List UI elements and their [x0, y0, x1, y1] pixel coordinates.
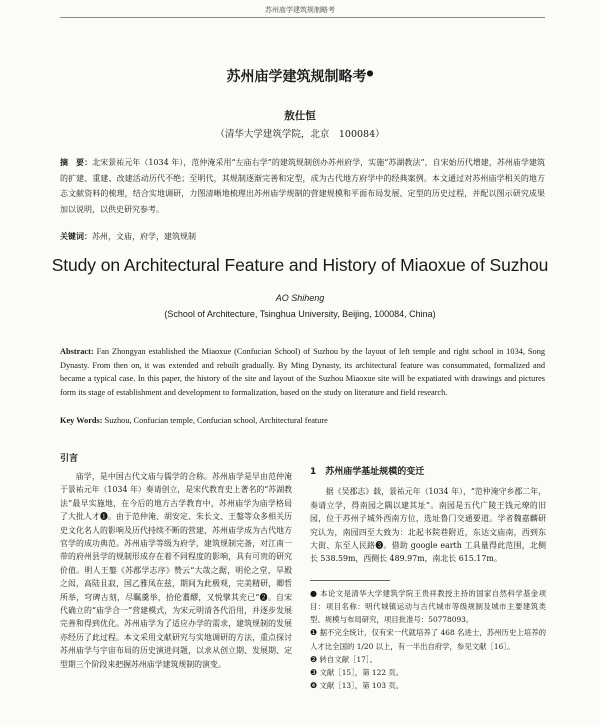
footnote-rule: [310, 580, 390, 581]
english-author: AO Shiheng: [275, 293, 325, 303]
chinese-title-text: 苏州庙学建筑规制略考: [226, 69, 367, 85]
chinese-keywords-text: 苏州，文庙，府学，建筑规制: [92, 232, 196, 241]
english-keywords-label: Key Words:: [60, 416, 103, 425]
intro-paragraph: 庙学，是中国古代文庙与儒学的合称。苏州庙学是早由范仲淹于景祐元年（1034 年）奏请创立，是宋代教育史上著名的“苏湖教法”最早实施地，在今后的地方古学教育中，苏州庙学为庙学格局了大批人才❶。由于范仲淹、胡安定、朱长文、王鏊等众多相关历史文化名人的影响及历代持续不断的营建，苏州庙学成为古代地方官学的成功典范。苏州庙学等级为府学，建筑规制完备，对江南一带的府州县学的规制形成存在着不同程度的影响，具有可贵的研究价值。明人王鏊《苏郡学志序》赞云“大哉之踞，明伦之堂，旱殿之闳，高陆且寂，国乙雅凤在兹，期间为此极观，完美精研，卿哲所举，穹碑古刻，尽瞩羹举，拾伦翥醪，又悦擘其充已”❷。自宋代确立的“庙学合一”营建模式，为宋元明清各代沿用，并逐步发展完善和得到优化。苏州庙学为了适应办学的需求，建筑规制的发展亦经历了此过程。本文采用文献研究与实地调研的方法，重点探讨苏州庙学与宇宙布局的历史演进问题，以求从创立期、发展期、定型期三个阶段来把握苏州庙学建筑规制的演变。: [60, 472, 292, 669]
footnote-text: 文献［15］，第 122 页。: [319, 668, 404, 678]
footnote-mark: ❹: [310, 681, 318, 691]
footnote-text: 据不完全统计，仅有宋一代就培养了 468 名进士，苏州历史上培养的人才比全国的 1/20 以上，有一半出自府学，参见文献［16］。: [310, 628, 546, 651]
chinese-title: [0, 66, 600, 86]
left-column: [60, 441, 292, 671]
footnote-item: [310, 626, 546, 652]
english-title: Study on Architectural Feature and History of Miaoxue of Suzhou: [51, 255, 549, 275]
chinese-keywords-label: 关键词：: [60, 232, 92, 241]
footnote-item: [310, 587, 546, 627]
title-footnote-mark: ●: [366, 68, 374, 78]
running-head: 苏州庙学建筑规制略考: [265, 6, 335, 14]
english-keywords-text: Suzhou, Confucian temple, Confucian school, Architectural feature: [104, 416, 328, 425]
footnote-mark: ❶: [310, 628, 318, 638]
section1-heading-spacer: [310, 441, 546, 454]
footnote-text: 本论文是清华大学建筑学院王贵祥教授主持的国家自然科学基金项目：项目名称：明代城镇运动与古代城市等级规制及城市主要建筑类型、规模与布局研究，项目批准号：50778093。: [310, 588, 546, 625]
english-abstract: [60, 345, 545, 399]
chinese-affiliation: （清华大学建筑学院，北京 100084）: [215, 129, 385, 140]
english-abstract-label: Abstract:: [60, 347, 94, 356]
footnote-text: 文献［13］，第 103 页。: [319, 681, 404, 691]
footnote-item: [310, 679, 546, 692]
chinese-keywords: [60, 231, 545, 242]
footnote-item: [310, 666, 546, 679]
footnote-item: [310, 653, 546, 666]
english-affiliation: (School of Architecture, Tsinghua University, Beijing, 100084, China): [164, 309, 436, 319]
chinese-author: 敖仕恒: [284, 110, 316, 122]
chinese-abstract: [60, 155, 545, 217]
intro-heading: 引言: [60, 454, 79, 464]
footnote-mark: ❸: [310, 668, 318, 678]
right-column: [310, 441, 546, 692]
chinese-abstract-text: 北宋景祐元年（1034 年），范仲淹采用“左庙右学”的建筑规制创办苏州府学，实施“苏湖教法”，自宋始历代增建，苏州庙学建筑的扩建、重建、改建活动历代不绝；至明代，其规制逐渐完善和定型，成为古代地方府学中的经典案例。本文通过对苏州庙学相关的地方志文献资料的梳理，结合实地调研，力图清晰地梳理出苏州庙学规制的营建规模和平面布局发展、定型的历史过程，并配以图示研究成果加以说明，以供史研究参考。: [60, 158, 545, 214]
chinese-abstract-label: 摘 要：: [60, 158, 93, 167]
header-rule: [60, 17, 545, 18]
english-keywords: [60, 416, 545, 425]
section1-heading: 1 苏州庙学基址规模的变迁: [310, 467, 425, 478]
footnote-mark: ●: [310, 588, 318, 598]
footnote-text: 转自文献［17］。: [319, 654, 377, 664]
section1-paragraph: 据《吴郡志》载，景祐元年（1034 年），“范仲淹守乡郡二年，奏请立学，得南园之隅以建其址”。南园是五代广陵王钱元璙的旧园，位于苏州子城外西南方位，选址鲁门交通要道。学者魏嘉麟研究认为，南园四至大致为：北起书院巷附近，东达文庙南，西到东大街、东至人民路❸。借助 google earth 工具量得此范围，北侧长 538.59m，西侧长 489.97m，南北长 615.17m。: [310, 487, 546, 564]
footnotes: [310, 587, 546, 693]
footnote-mark: ❷: [310, 654, 318, 664]
english-abstract-text: Fan Zhongyan established the Miaoxue (Confucian School) of Suzhou by the layout of left temple and right school in 1034, Song Dynasty. From then on, it was extended and rebuilt gradually. By Ming Dynasty, its architectural feature was consummated, formalized and became a typical case. In this paper, the history of the site and layout of the Suzhou Miaoxue site will be expatiated with drawings and pictures form its stage of establishment and development to formalization, based on the study on literature and field research.: [60, 347, 545, 397]
